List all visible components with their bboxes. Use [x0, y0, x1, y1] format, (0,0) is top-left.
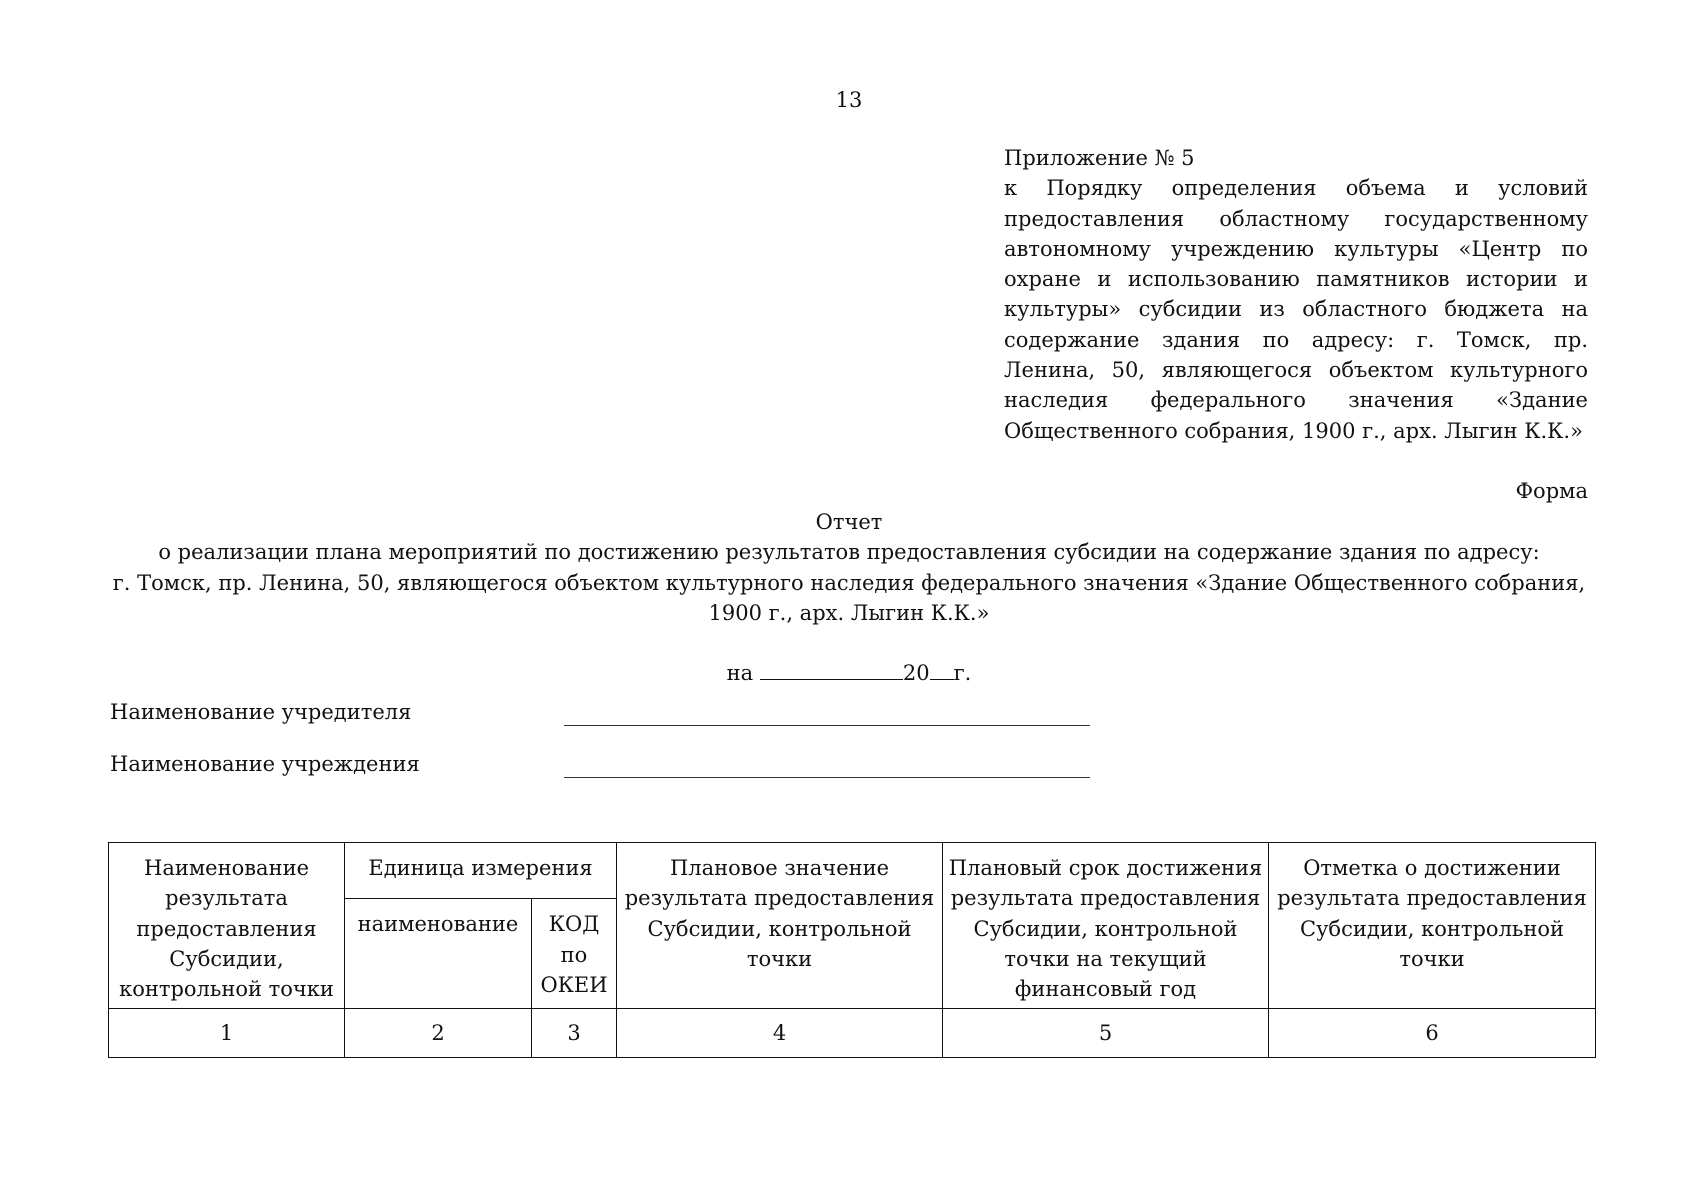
page-number: 13	[835, 88, 863, 112]
form-label: Форма	[1515, 479, 1588, 503]
header-unit-code: КОД по ОКЕИ	[532, 899, 617, 1009]
appendix-block	[1004, 143, 1588, 446]
table-row	[109, 1009, 1596, 1058]
report-title-line-3: г. Томск, пр. Ленина, 50, являющегося объектом культурного наследия федерального значения «Здание Общественного собрания,	[112, 570, 1586, 595]
founder-blank-field[interactable]	[564, 725, 1090, 726]
report-title-line-1: Отчет	[815, 510, 883, 534]
appendix-text: к Порядку определения объема и условий предоставления областному государственному автономному учреждению культуры «Центр по охране и использованию памятников истории и культуры» субсидии из областного бюджета на содержание здания по адресу: г. Томск, пр. Ленина, 50, являющегося объектом культурного наследия федерального значения «Здание Общественного собрания, 1900 г., арх. Лыгин К.К.»	[1004, 176, 1588, 443]
date-century: 20	[902, 661, 930, 685]
institution-blank-field[interactable]	[564, 777, 1090, 778]
founder-label: Наименование учредителя	[110, 700, 412, 724]
report-title-line-2: о реализации плана мероприятий по достижению результатов предоставления субсидии на содержание здания по адресу:	[158, 540, 1540, 565]
column-number-1: 1	[109, 1009, 345, 1058]
date-blank-field[interactable]	[760, 657, 903, 680]
table-header-row-1	[109, 843, 1596, 899]
date-suffix: г.	[953, 661, 972, 685]
column-number-2: 2	[345, 1009, 532, 1058]
header-planned-term: Плановый срок достижения результата предоставления Субсидии, контрольной точки на текущий финансовый год	[943, 843, 1269, 1009]
header-achievement-mark: Отметка о достижении результата предоставления Субсидии, контрольной точки	[1269, 843, 1596, 1009]
header-result-name: Наименование результата предоставления Субсидии, контрольной точки	[109, 843, 345, 1009]
header-unit-group: Единица измерения	[345, 843, 617, 899]
report-date-line	[0, 657, 1698, 688]
header-planned-value: Плановое значение результата предоставления Субсидии, контрольной точки	[617, 843, 943, 1009]
column-number-6: 6	[1269, 1009, 1596, 1058]
results-table	[108, 842, 1596, 1058]
date-prefix: на	[726, 661, 754, 685]
year-blank-field[interactable]	[930, 657, 954, 680]
report-title	[110, 507, 1588, 628]
appendix-title: Приложение № 5	[1004, 146, 1195, 170]
institution-row	[110, 752, 1110, 786]
column-number-4: 4	[617, 1009, 943, 1058]
column-number-3: 3	[532, 1009, 617, 1058]
column-number-5: 5	[943, 1009, 1269, 1058]
report-title-line-4: 1900 г., арх. Лыгин К.К.»	[708, 600, 990, 625]
institution-label: Наименование учреждения	[110, 752, 420, 776]
header-unit-name: наименование	[345, 899, 532, 1009]
founder-row	[110, 700, 1110, 734]
